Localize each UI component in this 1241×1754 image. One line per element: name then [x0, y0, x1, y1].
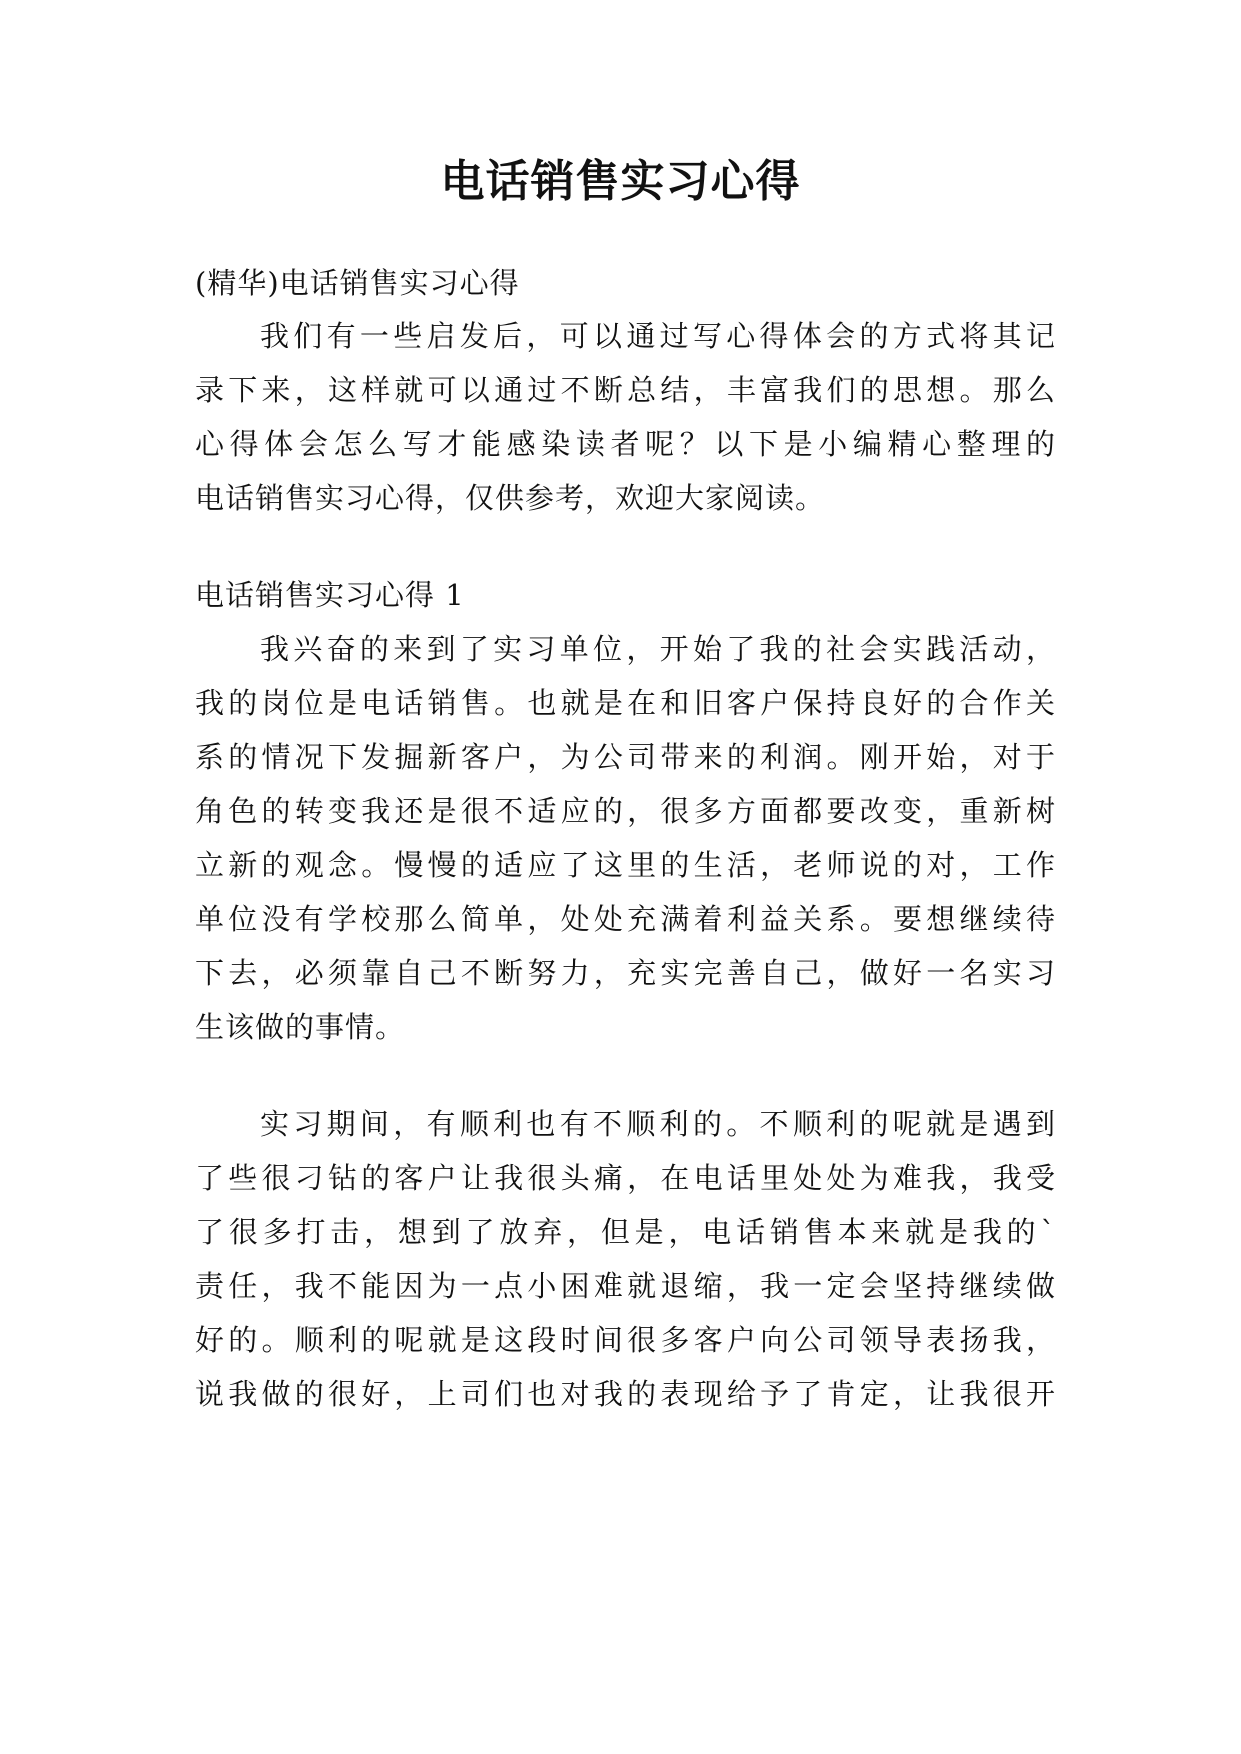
paragraph-line: 了很多打击，想到了放弃，但是，电话销售本来就是我的`: [195, 1215, 1055, 1249]
paragraph-line: 我兴奋的来到了实习单位，开始了我的社会实践活动，: [260, 632, 1055, 666]
paragraph-line: 我的岗位是电话销售。也就是在和旧客户保持良好的合作关: [195, 686, 1055, 720]
section-heading: 电话销售实习心得 1: [195, 578, 465, 612]
intro-line: 我们有一些启发后，可以通过写心得体会的方式将其记: [260, 319, 1055, 353]
paragraph-line: 角色的转变我还是很不适应的，很多方面都要改变，重新树: [195, 794, 1055, 828]
paragraph-line: 了些很刁钻的客户让我很头痛，在电话里处处为难我，我受: [195, 1161, 1055, 1195]
intro-line: 电话销售实习心得，仅供参考，欢迎大家阅读。: [195, 481, 826, 515]
intro-line: 录下来，这样就可以通过不断总结，丰富我们的思想。那么: [195, 373, 1055, 407]
paragraph-line: 责任，我不能因为一点小困难就退缩，我一定会坚持继续做: [195, 1269, 1055, 1303]
paragraph-line: 说我做的很好，上司们也对我的表现给予了肯定，让我很开: [195, 1377, 1055, 1411]
paragraph-line: 单位没有学校那么简单，处处充满着利益关系。要想继续待: [195, 902, 1055, 936]
intro-line: 心得体会怎么写才能感染读者呢？以下是小编精心整理的: [195, 427, 1055, 461]
paragraph-line: 系的情况下发掘新客户，为公司带来的利润。刚开始，对于: [195, 740, 1055, 774]
paragraph-line: 好的。顺利的呢就是这段时间很多客户向公司领导表扬我，: [195, 1323, 1055, 1357]
paragraph-line: 立新的观念。慢慢的适应了这里的生活，老师说的对，工作: [195, 848, 1055, 882]
paragraph-line: 实习期间，有顺利也有不顺利的。不顺利的呢就是遇到: [260, 1107, 1055, 1141]
document-title: 电话销售实习心得: [440, 156, 801, 207]
paragraph-line: 下去，必须靠自己不断努力，充实完善自己，做好一名实习: [195, 956, 1055, 990]
paragraph-line: 生该做的事情。: [195, 1010, 406, 1044]
document-subtitle: (精华)电话销售实习心得: [195, 266, 520, 300]
